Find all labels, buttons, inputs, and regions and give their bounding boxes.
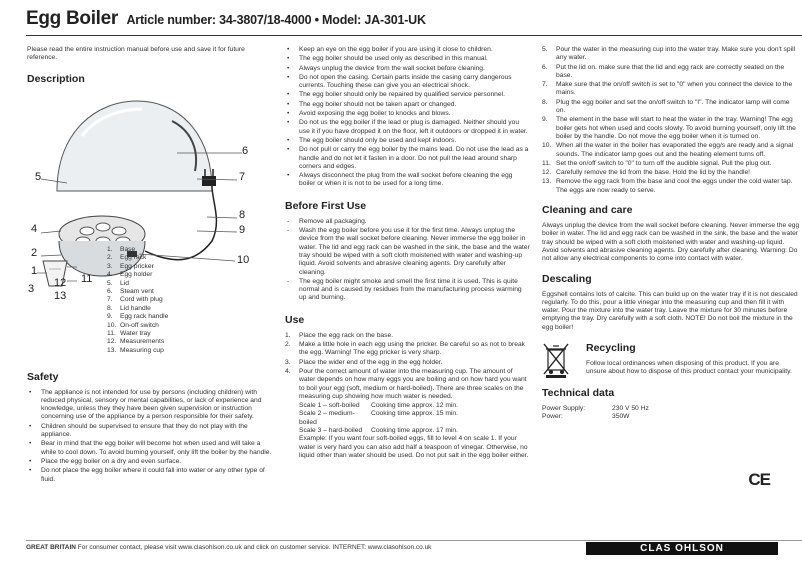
use-steps	[285, 332, 530, 401]
step-number: 12.	[542, 169, 552, 177]
intro-text: Please read the entire instruction manual before use and save it for future reference.	[27, 46, 245, 62]
scale-time: Cooking time approx. 12 min.	[371, 402, 458, 410]
callout-1: 1	[31, 264, 38, 277]
part-number: 1.	[107, 246, 113, 253]
step-number: 6.	[542, 63, 548, 71]
callout-5: 5	[35, 170, 42, 183]
crossed-bin-icon	[542, 342, 570, 378]
callout-10: 10	[237, 253, 250, 266]
recycling-text: Follow local ordinances when disposing of this product. If you are unsure about how to dispose of this product contact your municipality.	[586, 360, 792, 376]
use-step	[542, 169, 800, 177]
safety-item: • The appliance is not intended for use by persons (including children) with reduced physical, sensory or mental capabilities, or lack of experience and knowledge, unless they they have been given supervision or instruction concerning use of the appliance by a person responsible for their safety.	[27, 389, 272, 422]
technical-table	[542, 405, 800, 422]
parts-list-item	[107, 305, 168, 313]
use-step	[542, 64, 800, 81]
step-text: Remove the egg rack from the base and cool the eggs under the cold water tap. The eggs are now ready to serve.	[556, 178, 793, 194]
safety-item: • Keep an eye on the egg boiler if you are using it close to children.	[285, 46, 530, 54]
use-example: Example: If you want four soft-boiled eggs, fill to level 4 on scale 1. If your water is very hard you can also add half a teaspoon of vinegar. Otherwise, no liquid other than water should be used. Do not put salt in the egg boiler either.	[299, 435, 529, 459]
safety-item: • Children should be supervised to ensure that they do not play with the appliance.	[27, 423, 272, 440]
parts-list-item	[107, 288, 168, 296]
callout-2: 2	[31, 246, 38, 259]
use-step	[542, 81, 800, 98]
part-label: On-off switch	[120, 321, 159, 329]
parts-list-item	[107, 263, 168, 271]
step-number: 8.	[542, 98, 548, 106]
column-1	[27, 46, 272, 485]
callout-13: 13	[54, 289, 67, 302]
recycling-section	[542, 342, 800, 379]
use-step	[542, 160, 800, 168]
safety-item: • Bear in mind that the egg boiler will become hot when used and will take a while to cool down. To avoid burning yourself, only lift the boiler by the handle.	[27, 440, 272, 457]
parts-list-item	[107, 338, 168, 346]
step-number: 13.	[542, 178, 552, 186]
step-number: 11.	[542, 159, 551, 167]
callout-3: 3	[28, 282, 35, 295]
safety-item: • The egg boiler should not be taken apart or changed.	[285, 101, 530, 109]
safety-list-continued	[285, 46, 530, 189]
part-label: Egg rack handle	[120, 313, 169, 321]
step-number: 2.	[285, 341, 291, 349]
use-step	[542, 116, 800, 141]
cleaning-heading: Cleaning and care	[542, 204, 633, 217]
footer-text	[26, 543, 431, 552]
header-divider	[26, 35, 802, 36]
parts-list-item	[107, 246, 168, 254]
part-number: 8.	[107, 304, 113, 312]
scale-label: Scale 2 – medium-boiled	[299, 410, 355, 426]
page-header	[26, 8, 802, 35]
step-text: Pour the water in the measuring cup into the water tray. Make sure you don't spill any water.	[556, 46, 796, 62]
part-number: 5.	[107, 279, 113, 287]
safety-item: • Always unplug the device from the wall socket before cleaning.	[285, 65, 530, 73]
footer-divider	[26, 540, 802, 541]
callout-6: 6	[242, 144, 249, 157]
callout-7: 7	[239, 170, 246, 183]
recycling-body	[586, 342, 800, 379]
column-2	[285, 46, 530, 462]
use-step	[542, 178, 800, 195]
scale-label: Scale 3 – hard-boiled	[299, 426, 363, 434]
part-label: Egg rack	[120, 254, 147, 262]
part-number: 10.	[107, 321, 117, 329]
safety-item: • The egg boiler should only be used and kept indoors.	[285, 137, 530, 145]
part-label: Egg holder	[120, 271, 153, 279]
step-text: Place the wider end of the egg in the egg holder.	[299, 358, 443, 366]
callout-12: 12	[54, 276, 67, 289]
use-step	[542, 142, 800, 159]
footer-country: GREAT BRITAIN	[26, 544, 76, 551]
safety-item: • Place the egg boiler on a dry and even surface.	[27, 458, 272, 466]
step-number: 3.	[285, 358, 291, 366]
part-number: 3.	[107, 262, 113, 270]
safety-heading: Safety	[27, 370, 59, 383]
part-label: Lid	[120, 279, 129, 287]
use-steps-continued	[542, 46, 800, 195]
tech-label: Power:	[542, 412, 563, 420]
step-text: The element in the base will start to heat the water in the tray. Warning! The egg boiler gets hot when used and cools slowly. To avoid burning yourself, only lift the boiler by the handle. Do not move the egg boiler when it is turned on.	[556, 116, 796, 140]
scale-label: Scale 1 – soft-boiled	[299, 402, 360, 410]
use-heading: Use	[285, 313, 305, 326]
use-step	[542, 99, 800, 116]
brand-logo: CLAS OHLSON	[586, 542, 778, 555]
part-label: Lid handle	[120, 304, 151, 312]
tech-value: 230 V 50 Hz	[612, 404, 649, 412]
step-number: 4.	[285, 367, 291, 375]
part-label: Measurements	[120, 338, 165, 346]
part-label: Water tray	[120, 330, 151, 338]
callout-8: 8	[239, 208, 246, 221]
parts-list-item	[107, 313, 168, 321]
scale-table-wrap	[285, 402, 530, 460]
part-number: 7.	[107, 296, 113, 304]
step-text: Place the egg rack on the base.	[299, 331, 394, 339]
safety-item: • The egg boiler should only be repaired by qualified service personnel.	[285, 91, 530, 99]
use-step	[285, 368, 530, 401]
parts-list-item	[107, 322, 168, 330]
first-use-heading: Before First Use	[285, 199, 367, 212]
part-number: 13.	[107, 346, 117, 354]
parts-list-item	[107, 296, 168, 304]
part-number: 4.	[107, 271, 113, 279]
part-number: 11.	[107, 330, 116, 338]
safety-item: • Do not us the egg boiler if the lead or plug is damaged. Neither should you use it if you have dropped it on the floor, left it outdoors or dropped it in water.	[285, 119, 530, 136]
step-number: 7.	[542, 81, 548, 89]
safety-item: • Do not place the egg boiler where it could fall into water or any other type of fluid.	[27, 467, 272, 484]
part-label: Steam vent	[120, 288, 154, 296]
description-heading: Description	[27, 72, 85, 85]
safety-item: • The egg boiler should be used only as described in this manual.	[285, 55, 530, 63]
step-text: Make sure that the on/off switch is set to "0" when you connect the device to the mains.	[556, 81, 793, 97]
first-use-item: - Remove all packaging.	[285, 218, 530, 226]
descaling-text: Eggshell contains lots of calcite. This can build up on the water tray if it is not descaled regularly. To do this, pour a little vinegar into the measuring cup and then fill it with water. Pour the mixture into the water tray. Leave the mixture for 30 minutes before emptying the tray. Dry carefully with a soft cloth. NOTE! Do not boil the mixture in the egg boiler!	[542, 290, 798, 331]
tech-label: Power Supply:	[542, 404, 586, 412]
descaling-heading: Descaling	[542, 272, 592, 285]
part-number: 6.	[107, 288, 113, 296]
use-step	[285, 341, 530, 358]
parts-list	[107, 246, 168, 355]
technical-heading: Technical data	[542, 386, 615, 399]
part-label: Egg pricker	[120, 262, 154, 270]
scale-time: Cooking time approx. 15 min.	[371, 410, 458, 418]
use-step	[285, 359, 530, 367]
footer-contact: For consumer contact, please visit www.clasohlson.co.uk and click on customer service. INTERNET: www.clasohlson.co.uk	[77, 544, 432, 551]
recycling-heading: Recycling	[586, 342, 636, 355]
part-label: Cord with plug	[120, 296, 163, 304]
first-use-item: - Wash the egg boiler before you use it for the first time. Always unplug the device from the wall socket before cleaning. Never immerse the egg boiler in water. The lid and egg rack can be washed in the sink, the base and the water tray should be wiped with a soft cloth moistened with water and washing-up liquid. Avoid solvents and abrasive cleaning agents. Dry carefully after cleaning.	[285, 227, 530, 277]
part-number: 12.	[107, 338, 117, 346]
part-number: 2.	[107, 254, 113, 262]
step-number: 10.	[542, 142, 552, 150]
scale-time: Cooking time approx. 17 min.	[371, 426, 458, 434]
step-text: Put the lid on. make sure that the lid and egg rack are correctly seated on the base.	[556, 63, 785, 79]
tech-value: 350W	[612, 412, 630, 420]
use-step	[542, 46, 800, 63]
cleaning-text: Always unplug the device from the wall socket before cleaning. Never immerse the egg boiler in water. The lid and egg rack can be washed in the sink, the base and the water tray should be wiped with a soft cloth moistened with water and washing-up liquid. Avoid solvents and abrasive cleaning agents. Dry carefully after cleaning. Warning: Do not allow any electrical components to come into contact with water.	[542, 222, 800, 263]
step-text: Carefully remove the lid from the base. Hold the lid by the handle!	[556, 169, 751, 177]
safety-item: • Do not pull or carry the egg boiler by the mains lead. Do not use the lead as a handle and do not let it fasten in a door. Do not pull the lead around sharp corners and edges.	[285, 146, 530, 171]
safety-list	[27, 389, 272, 484]
step-text: Plug the egg boiler and set the on/off switch to "I". The indicator lamp will come on.	[556, 98, 790, 115]
part-label: Measuring cup	[120, 346, 164, 354]
ce-mark: CE	[748, 470, 770, 489]
part-label: Base	[120, 246, 136, 253]
column-3	[542, 46, 800, 421]
use-step	[285, 332, 530, 340]
step-text: Set the on/off switch to "0" to turn off the audible signal. Pull the plug out.	[556, 159, 772, 167]
parts-list-item	[107, 280, 168, 288]
parts-list-item	[107, 330, 168, 338]
product-title: Egg Boiler	[26, 8, 119, 29]
step-text: Pour the correct amount of water into the measuring cup. The amount of water depends on how many eggs you are boiling and on how hard you want to boil your egg (soft, medium or hard-boiled). There are three scales on the measuring cup showing how much water is needed.	[299, 367, 527, 400]
parts-list-item	[107, 347, 168, 355]
parts-list-item	[107, 254, 168, 262]
callout-4: 4	[31, 222, 38, 235]
article-number: Article number: 34-3807/18-4000 • Model: JA-301-UK	[126, 13, 426, 27]
step-number: 5.	[542, 46, 548, 53]
step-number: 1.	[285, 331, 291, 339]
step-text: Make a little hole in each egg using the pricker. Be careful so as not to break the egg. Warning! The egg pricker is very sharp.	[299, 341, 526, 357]
first-use-list	[285, 218, 530, 303]
step-number: 9.	[542, 116, 548, 124]
safety-item: • Always disconnect the plug from the wall socket before cleaning the egg boiler or when it is not to be used for a long time.	[285, 172, 530, 189]
safety-item: • Do not open the casing. Certain parts inside the casing carry dangerous currents. Touching these can give you an electrical shock.	[285, 74, 530, 91]
first-use-item: - The egg boiler might smoke and smell the first time it is used. This is quite normal and is caused by residues from the manufacturing process warming up and burning.	[285, 278, 530, 303]
scale-table	[299, 402, 530, 435]
part-number: 9.	[107, 313, 113, 321]
safety-item: • Avoid exposing the egg boiler to knocks and blows.	[285, 110, 530, 118]
callout-11: 11	[81, 272, 93, 285]
callout-9: 9	[239, 223, 246, 236]
parts-list-item	[107, 271, 168, 279]
step-text: When all the water in the boiler has evaporated the egg/s are ready and a signal sounds. The indicator lamp goes out and the heating element turns off.	[556, 142, 794, 158]
